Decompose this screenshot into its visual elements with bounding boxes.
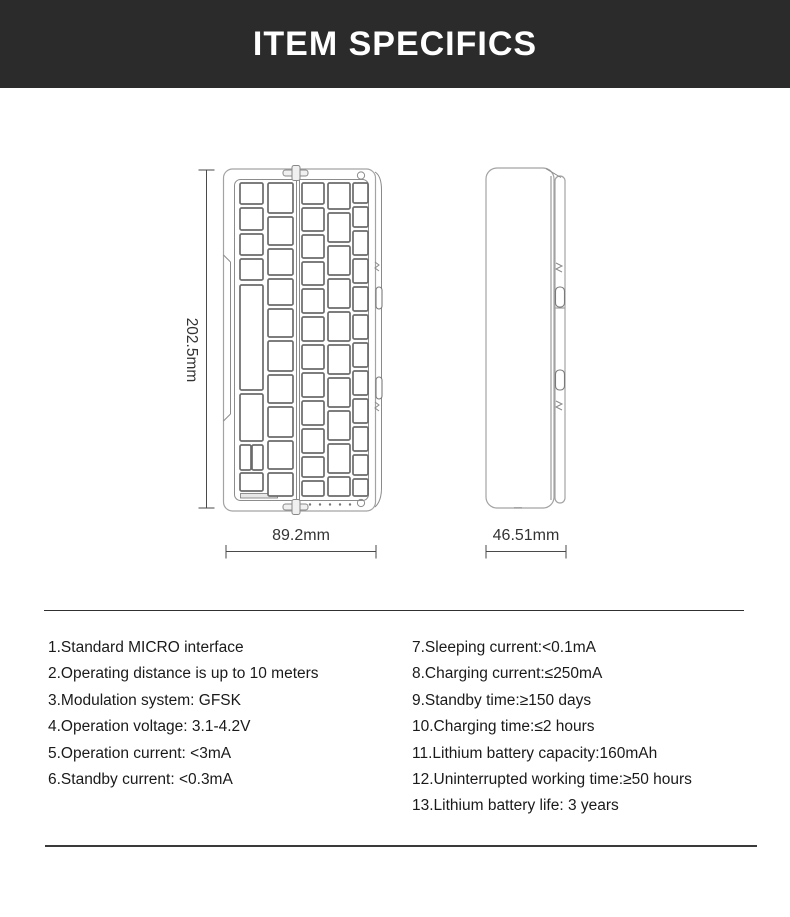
dimension-depth-label: 46.51mm bbox=[492, 527, 560, 544]
key bbox=[353, 427, 368, 451]
spec-item: 6.Standby current: <0.3mA bbox=[48, 771, 233, 789]
key bbox=[328, 279, 350, 308]
edge-button-1 bbox=[376, 287, 382, 309]
key bbox=[240, 394, 263, 441]
key bbox=[328, 477, 350, 496]
key bbox=[302, 345, 324, 369]
key bbox=[240, 445, 251, 470]
key bbox=[240, 234, 263, 255]
spec-item: 11.Lithium battery capacity:160mAh bbox=[412, 744, 658, 762]
specs-section bbox=[0, 635, 790, 835]
dimension-width bbox=[226, 527, 376, 559]
specs-list-left bbox=[48, 635, 319, 793]
key bbox=[328, 246, 350, 275]
key bbox=[328, 213, 350, 242]
key bbox=[353, 399, 368, 423]
key bbox=[240, 208, 263, 230]
key bbox=[353, 315, 368, 339]
key bbox=[268, 183, 293, 213]
dimension-width-label: 89.2mm bbox=[272, 527, 330, 544]
key bbox=[328, 411, 350, 440]
key bbox=[268, 407, 293, 437]
key bbox=[302, 262, 324, 285]
key bbox=[252, 445, 263, 470]
key bbox=[353, 287, 368, 311]
page-title: ITEM SPECIFICS bbox=[252, 24, 538, 63]
side-body-outline bbox=[486, 168, 554, 508]
key bbox=[353, 455, 368, 475]
key bbox=[353, 343, 368, 367]
key bbox=[302, 401, 324, 425]
specs-list-right bbox=[412, 635, 692, 820]
key bbox=[353, 259, 368, 283]
key bbox=[328, 312, 350, 341]
spec-item: 12.Uninterrupted working time:≥50 hours bbox=[412, 771, 692, 789]
spec-item: 7.Sleeping current:<0.1mA bbox=[412, 639, 596, 656]
key bbox=[302, 183, 324, 204]
side-button-2 bbox=[556, 370, 565, 390]
key bbox=[240, 473, 263, 491]
dimension-height-label: 202.5mm bbox=[183, 317, 200, 383]
side-lid-edge bbox=[555, 176, 565, 503]
key bbox=[328, 444, 350, 473]
key bbox=[240, 259, 263, 280]
key bbox=[268, 341, 293, 371]
key bbox=[302, 373, 324, 397]
spec-item: 13.Lithium battery life: 3 years bbox=[412, 797, 619, 815]
divider-top bbox=[44, 610, 744, 611]
key bbox=[302, 457, 324, 477]
key bbox=[353, 183, 368, 203]
spec-item: 5.Operation current: <3mA bbox=[48, 744, 232, 762]
key bbox=[353, 479, 368, 496]
key bbox=[268, 375, 293, 403]
key bbox=[302, 235, 324, 258]
key bbox=[302, 208, 324, 231]
dimension-height bbox=[183, 170, 215, 508]
keyboard-front-view bbox=[224, 166, 383, 515]
key bbox=[328, 378, 350, 407]
key bbox=[302, 481, 324, 496]
dimension-depth bbox=[486, 527, 566, 559]
key bbox=[328, 345, 350, 374]
spec-item: 3.Modulation system: GFSK bbox=[48, 691, 241, 709]
key bbox=[268, 279, 293, 305]
key bbox=[240, 183, 263, 204]
spec-item: 8.Charging current:≤250mA bbox=[412, 665, 603, 683]
key bbox=[268, 217, 293, 245]
divider-bottom bbox=[45, 845, 757, 847]
key bbox=[302, 317, 324, 341]
side-button-1 bbox=[556, 287, 565, 307]
spec-item: 1.Standard MICRO interface bbox=[48, 639, 244, 656]
key bbox=[353, 371, 368, 395]
key bbox=[353, 231, 368, 255]
spec-item: 2.Operating distance is up to 10 meters bbox=[48, 665, 319, 683]
key-grid bbox=[240, 183, 368, 496]
key bbox=[328, 183, 350, 209]
key bbox=[268, 473, 293, 496]
key bbox=[268, 309, 293, 337]
keyboard-side-view bbox=[486, 168, 565, 508]
spec-item: 10.Charging time:≤2 hours bbox=[412, 718, 595, 736]
key bbox=[268, 441, 293, 469]
key bbox=[268, 249, 293, 275]
spec-item: 9.Standby time:≥150 days bbox=[412, 691, 592, 709]
key bbox=[240, 285, 263, 390]
spec-item: 4.Operation voltage: 3.1-4.2V bbox=[48, 718, 251, 736]
key bbox=[302, 429, 324, 453]
edge-button-2 bbox=[376, 377, 382, 399]
key bbox=[353, 207, 368, 227]
key bbox=[302, 289, 324, 313]
